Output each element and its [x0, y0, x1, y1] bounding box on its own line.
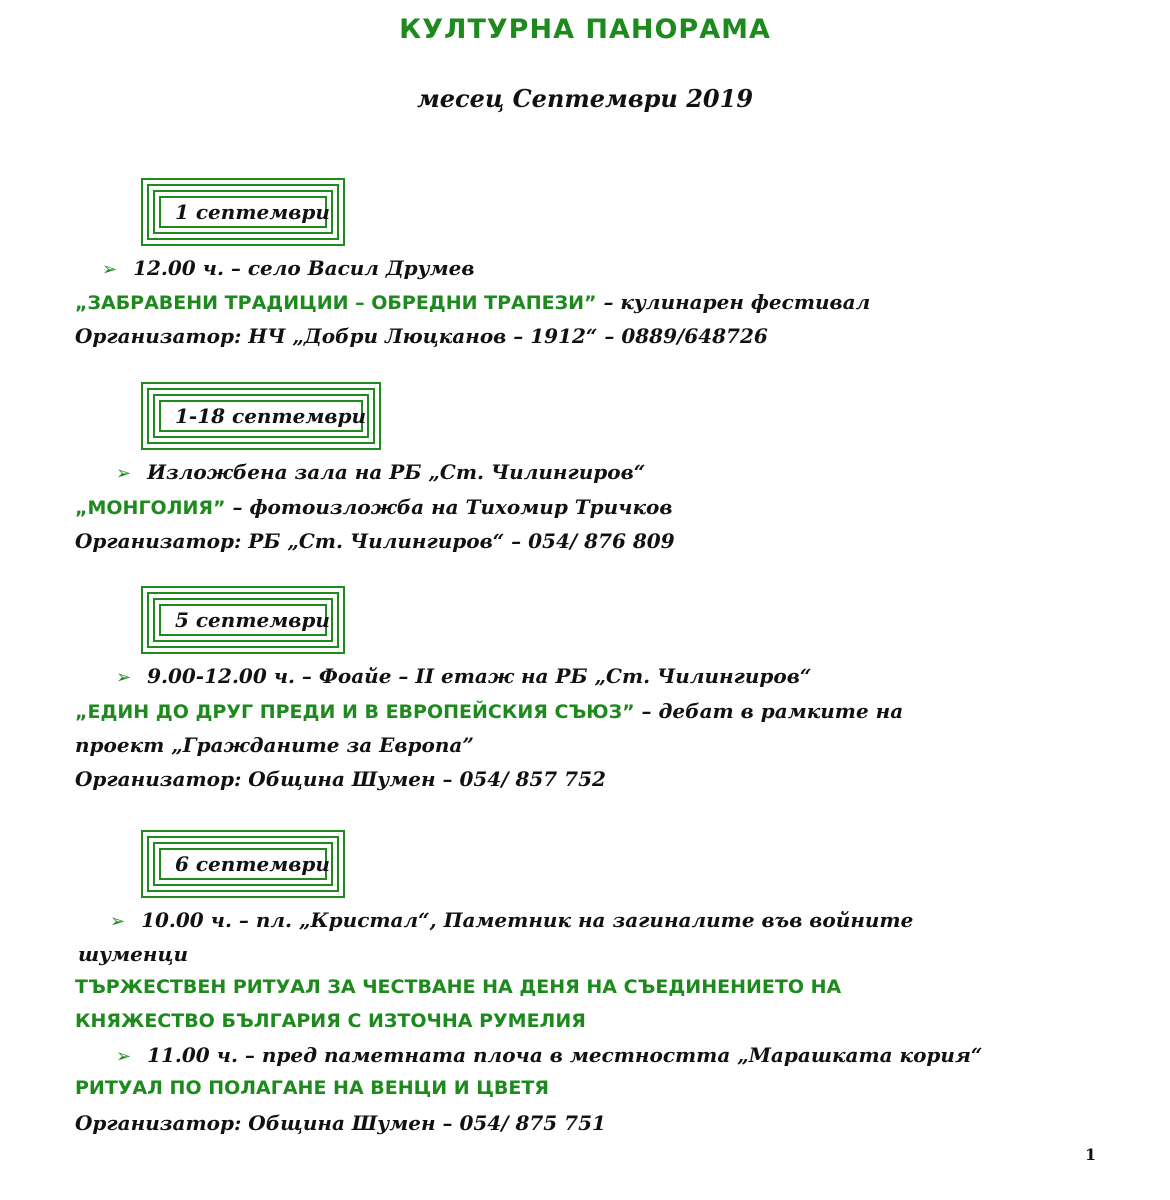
date-box-1-september	[141, 178, 345, 246]
event-time-place-cont: шуменци	[78, 942, 189, 966]
event-title: „МОНГОЛИЯ”	[75, 497, 226, 519]
date-label: 5 септември	[159, 604, 327, 636]
event-description-cont: проект „Гражданите за Европа”	[75, 733, 474, 757]
date-box-1-18-september	[141, 382, 381, 450]
event-description: – фотоизложба на Тихомир Тричков	[225, 495, 673, 519]
date-box-5-september	[141, 586, 345, 654]
event-time-place-b: ➢ 11.00 ч. – пред паметната плоча в местността „Марашката кория“	[116, 1043, 983, 1067]
arrow-bullet-icon: ➢	[102, 259, 118, 280]
page-title: КУЛТУРНА ПАНОРАМА	[399, 14, 771, 45]
event-time-place: ➢ Изложбена зала на РБ „Ст. Чилингиров“	[116, 460, 646, 484]
date-label: 1-18 септември	[159, 400, 363, 432]
event-title-line	[75, 495, 673, 519]
event-organizer: Организатор: Община Шумен – 054/ 857 752	[75, 767, 606, 791]
event-title: „ЗАБРАВЕНИ ТРАДИЦИИ – ОБРЕДНИ ТРАПЕЗИ”	[75, 292, 597, 314]
event-description: – дебат в рамките на	[634, 699, 904, 723]
arrow-bullet-icon: ➢	[116, 1046, 132, 1067]
event-title-line	[75, 699, 903, 723]
event-title-b: РИТУАЛ ПО ПОЛАГАНЕ НА ВЕНЦИ И ЦВЕТЯ	[75, 1077, 549, 1099]
event-title: ТЪРЖЕСТВЕН РИТУАЛ ЗА ЧЕСТВАНЕ НА ДЕНЯ НА СЪЕДИНЕНИЕТО НА	[75, 976, 842, 998]
event-title-cont: КНЯЖЕСТВО БЪЛГАРИЯ С ИЗТОЧНА РУМЕЛИЯ	[75, 1010, 586, 1032]
date-box-6-september	[141, 830, 345, 898]
date-label: 1 септември	[159, 196, 327, 228]
event-time-place: ➢ 10.00 ч. – пл. „Кристал“, Паметник на загиналите във войните	[110, 908, 914, 932]
event-title: „ЕДИН ДО ДРУГ ПРЕДИ И В ЕВРОПЕЙСКИЯ СЪЮЗ”	[75, 701, 635, 723]
event-time-place: ➢ 12.00 ч. – село Васил Друмев	[102, 256, 475, 280]
event-organizer: Организатор: Община Шумен – 054/ 875 751	[75, 1111, 606, 1135]
event-organizer: Организатор: НЧ „Добри Люцканов – 1912“ – 0889/648726	[75, 324, 768, 348]
event-organizer: Организатор: РБ „Ст. Чилингиров“ – 054/ 876 809	[75, 529, 675, 553]
arrow-bullet-icon: ➢	[110, 911, 126, 932]
arrow-bullet-icon: ➢	[116, 463, 132, 484]
date-label: 6 септември	[159, 848, 327, 880]
page-number: 1	[1085, 1145, 1097, 1164]
arrow-bullet-icon: ➢	[116, 667, 132, 688]
event-time-place: ➢ 9.00-12.00 ч. – Фоайе – II етаж на РБ „Ст. Чилингиров“	[116, 664, 812, 688]
page-subtitle: месец Септември 2019	[416, 84, 754, 113]
event-title-line	[75, 290, 870, 314]
event-description: – кулинарен фестивал	[596, 290, 871, 314]
